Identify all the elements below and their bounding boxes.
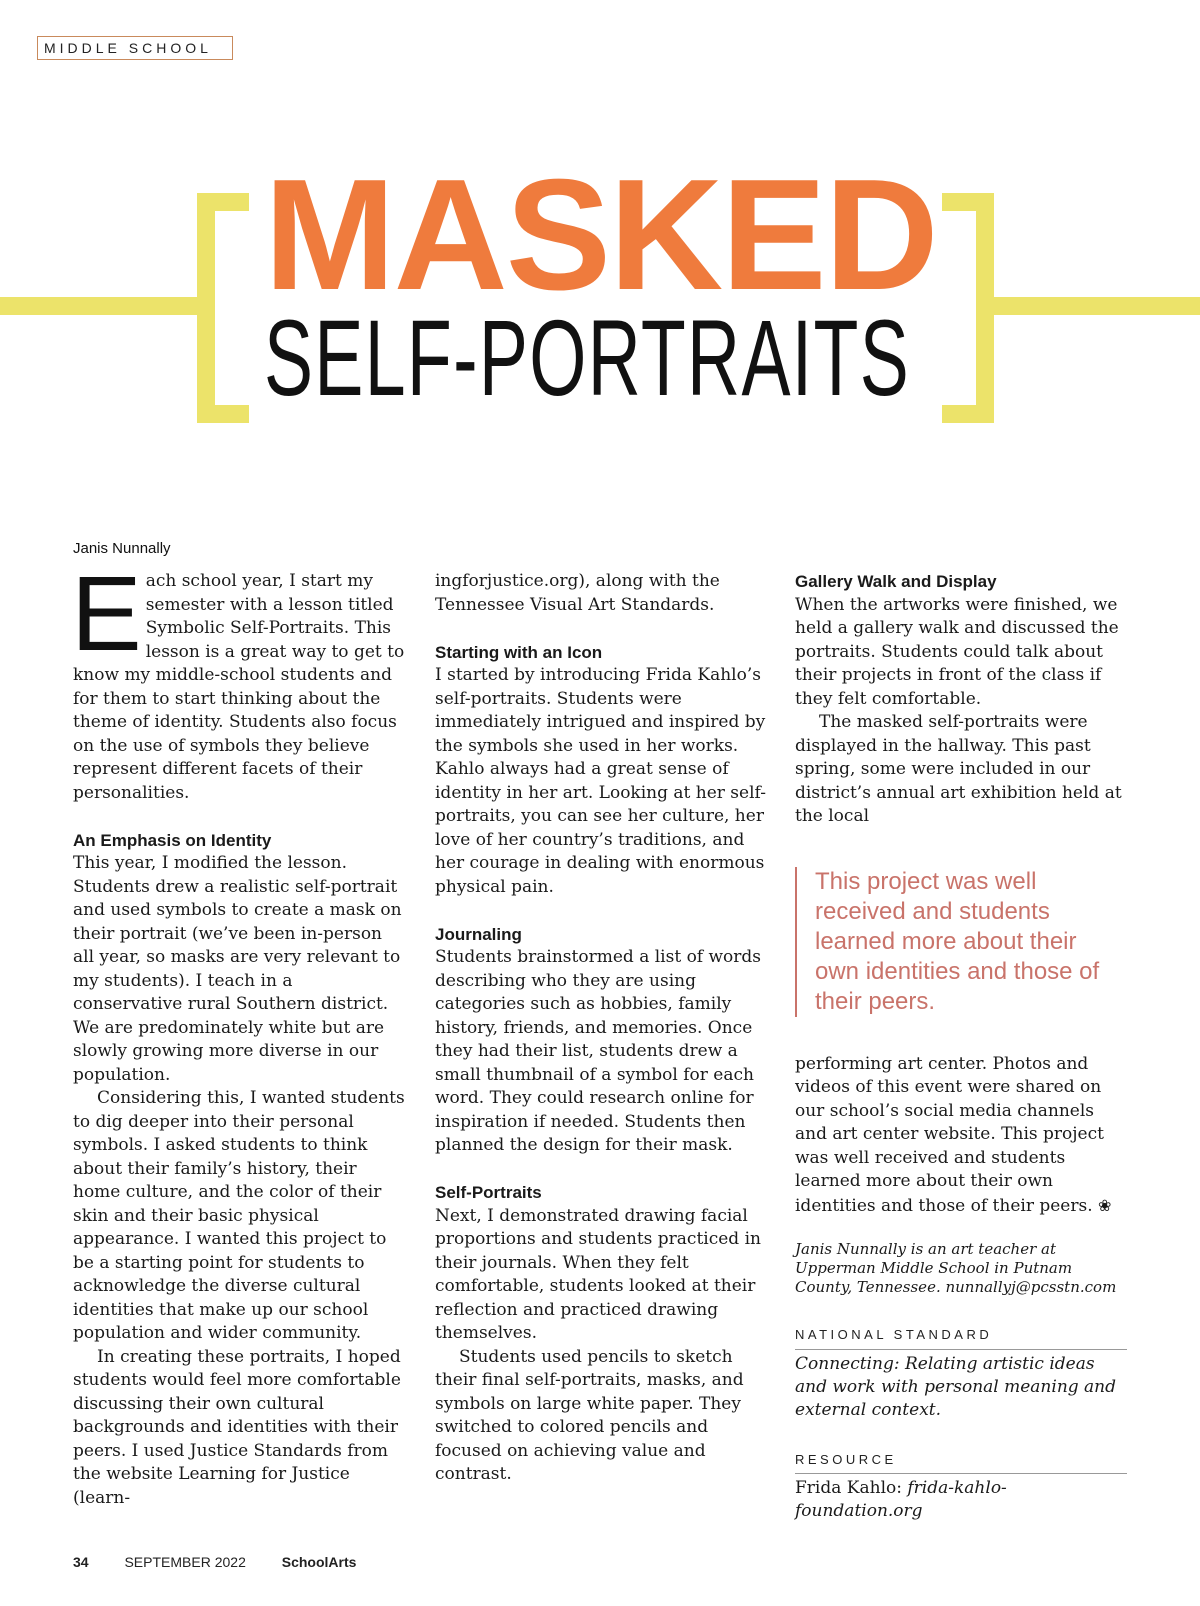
paragraph: The masked self-portraits were displayed in the hallway. This past spring, some were included in our district’s annual art exhibition held at the local [795, 712, 1122, 826]
author-bio: Janis Nunnally is an art teacher at Upperman Middle School in Putnam County, Tennessee. nunnallyj@pcsstn.com [795, 1240, 1117, 1296]
byline: Janis Nunnally [73, 540, 171, 557]
resource-label: RESOURCE [795, 1448, 1127, 1475]
drop-cap: E [71, 555, 142, 673]
paragraph: In creating these portraits, I hoped students would feel more comfortable discussing their own cultural backgrounds and identities with their peers. I used Justice Standards from the website Learning for Justice (learn- [73, 1346, 401, 1508]
paragraph: When the artworks were finished, we held a gallery walk and discussed the portraits. Students could talk about their projects in front of the class if they felt comfortable. [795, 594, 1119, 709]
heading-gallery-walk: Gallery Walk and Display [795, 572, 997, 591]
paragraph: Next, I demonstrated drawing facial proportions and students practiced in their journals. When they felt comfortable, students looked at their reflection and practiced drawing themselves. [435, 1205, 761, 1343]
column-2 [435, 570, 767, 1487]
paragraph: performing art center. Photos and videos of this event were shared on our school’s social media channels and art center website. This project was well received and students learned more about their own identities and those of their peers. ❀ [795, 1053, 1112, 1216]
resource-entry: Frida Kahlo: frida-kahlo-foundation.org [795, 1478, 1007, 1521]
intro-paragraph: Each school year, I start my semester with a lesson titled Symbolic Self-Portraits. This lesson is a great way to get to know my middle-school students and for them to start thinking about the theme of identity. Students also focus on the use of symbols they believe represent different facets of their personalities. [71, 555, 405, 803]
headline-sub: SELF-PORTRAITS [264, 297, 911, 418]
headline-main: MASKED [264, 147, 937, 323]
national-standard-text: Connecting: Relating artistic ideas and work with personal meaning and external context. [795, 1353, 1117, 1420]
heading-icon: Starting with an Icon [435, 642, 603, 662]
paragraph: ingforjustice.org), along with the Tennessee Visual Art Standards. [435, 571, 720, 615]
issue-date: SEPTEMBER 2022 [124, 1554, 246, 1570]
pull-quote: This project was well received and students learned more about their own identities and those of their peers. [795, 867, 1127, 1017]
end-mark-icon: ❀ [1098, 1195, 1112, 1215]
page-number: 34 [73, 1554, 89, 1570]
title-right-bracket [942, 193, 994, 423]
column-3 [795, 570, 1127, 1523]
paragraph: Students used pencils to sketch their final self-portraits, masks, and symbols on large white paper. They switched to colored pencils and focused on achieving value and contrast. [435, 1346, 744, 1484]
paragraph: I started by introducing Frida Kahlo’s self-portraits. Students were immediately intrigued and inspired by the symbols she used in her works. Kahlo always had a great sense of identity in her art. Looking at her self-portraits, you can see her culture, her love of her country’s traditions, and her courage in dealing with enormous physical pain. [435, 665, 766, 897]
heading-self-portraits: Self-Portraits [435, 1183, 542, 1202]
title-left-bracket [197, 193, 249, 423]
paragraph: Considering this, I wanted students to dig deeper into their personal symbols. I asked students to think about their family’s history, their home culture, and the color of their skin and their basic physical appearance. I wanted this project to be a starting point for students to acknowledge the diverse cultural identities that make up our school population and wider community. [73, 1088, 405, 1343]
title-right-line [990, 297, 1200, 315]
page-footer [73, 1554, 356, 1570]
resource-url[interactable]: frida-kahlo-foundation.org [795, 1478, 1007, 1521]
heading-journaling: Journaling [435, 924, 522, 944]
title-left-line [0, 297, 200, 315]
paragraph: This year, I modified the lesson. Students drew a realistic self-portrait and used symbols to create a mask on their portrait (we’ve been in-person all year, so masks are very relevant to my students). I teach in a conservative rural Southern district. We are predominately white but are slowly growing more diverse in our population. [73, 853, 402, 1085]
national-standard-label: NATIONAL STANDARD [795, 1323, 1127, 1350]
magazine-name: SchoolArts [281, 1554, 357, 1570]
paragraph: Students brainstormed a list of words describing who they are using categories such as hobbies, family history, friends, and memories. Once they had their list, students drew a small thumbnail of a symbol for each word. They could research online for inspiration if needed. Students then planned the design for their mask. [435, 947, 762, 1155]
column-1 [71, 555, 405, 1510]
section-tag: MIDDLE SCHOOL [37, 36, 233, 60]
heading-identity: An Emphasis on Identity [73, 830, 272, 850]
